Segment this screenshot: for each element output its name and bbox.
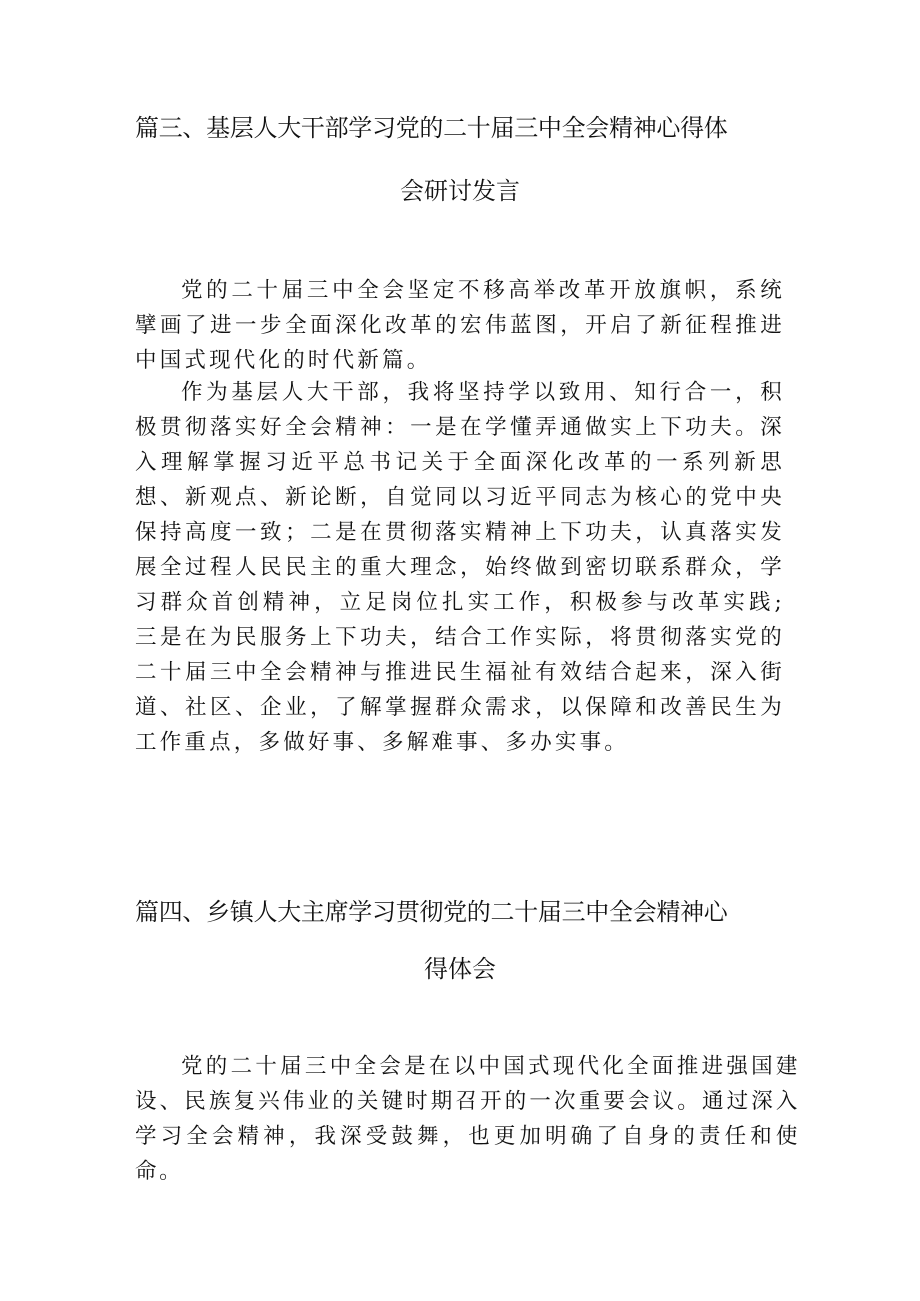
section4-title-line1: 篇四、乡镇人大主席学习贯彻党的二十届三中全会精神心 [135,898,728,926]
section4-title-line2: 得体会 [424,955,496,983]
section3-title-line1: 篇三、基层人大干部学习党的二十届三中全会精神心得体 [135,114,728,142]
section3-paragraph-2: 作为基层人大干部，我将坚持学以致用、知行合一，积极贯彻落实好全会精神：一是在学懂弄通做实上下功夫。深入理解掌握习近平总书记关于全面深化改革的一系列新思想、新观点、新论断，自觉同以习近平同志为核心的党中央保持高度一致；二是在贯彻落实精神上下功夫，认真落实发展全过程人民民主的重大理念，始终做到密切联系群众，学习群众首创精神，立足岗位扎实工作，积极参与改革实践;三是在为民服务上下功夫，结合工作实际，将贯彻落实党的二十届三中全会精神与推进民生福祉有效结合起来，深入街道、社区、企业，了解掌握群众需求，以保障和改善民生为工作重点，多做好事、多解难事、多办实事。 [135,380,785,755]
section3-title-line2: 会研讨发言 [400,177,520,205]
section4-paragraph-1: 党的二十届三中全会是在以中国式现代化全面推进强国建设、民族复兴伟业的关键时期召开的一次重要会议。通过深入学习全会精神，我深受鼓舞，也更加明确了自身的责任和使命。 [135,1054,800,1184]
section3-paragraph-1: 党的二十届三中全会坚定不移高举改革开放旗帜，系统擘画了进一步全面深化改革的宏伟蓝图，开启了新征程推进中国式现代化的时代新篇。 [135,278,785,373]
